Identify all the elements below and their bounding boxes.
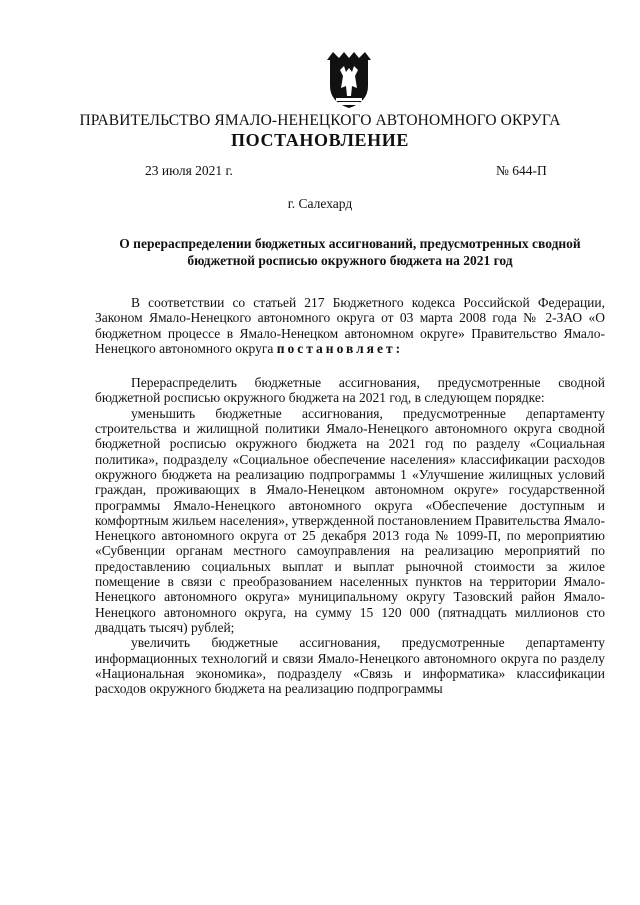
intro-text: В соответствии со статьей 217 Бюджетного кодекса Российской Федерации, Законом Ямало-Ненецкого автономного округа от 03 марта 2008 года № 2-ЗАО «О бюджетном процессе в Ямало-Ненецком автономном округе» Правительство Ямало-Ненецкого автономного округа: [95, 295, 605, 356]
government-name: ПРАВИТЕЛЬСТВО ЯМАЛО-НЕНЕЦКОГО АВТОНОМНОГО ОКРУГА: [79, 112, 561, 129]
document-subject: О перераспределении бюджетных ассигнований, предусмотренных сводной бюджетной росписью окружного бюджета на 2021 год: [119, 236, 581, 268]
paragraph-increase: увеличить бюджетные ассигнования, предусмотренные департаменту информационных технологий и связи Ямало-Ненецкого автономного округа по разделу «Национальная экономика», подразделу «Связь и информатика» классификации расходов окружного бюджета на реализацию подпрограммы: [95, 635, 605, 697]
decree-word: постановляет:: [276, 340, 404, 356]
document-body: [95, 295, 605, 696]
coat-of-arms-icon: [324, 52, 374, 110]
paragraph-main: Перераспределить бюджетные ассигнования, предусмотренные сводной бюджетной росписью окружного бюджета на 2021 год, в следующем порядке:: [95, 375, 605, 406]
document-type-title: ПОСТАНОВЛЕНИЕ: [231, 130, 409, 150]
paragraph-decrease: уменьшить бюджетные ассигнования, предусмотренные департаменту строительства и жилищной политики Ямало-Ненецкого автономного округа сводной бюджетной росписью окружного бюджета на 2021 год по разделу «Социальная политика», подразделу «Социальное обеспечение населения» классификации расходов окружного бюджета на реализацию подпрограммы 1 «Улучшение жилищных условий граждан, проживающих в Ямало-Ненецком автономном округе» государственной программы Ямало-Ненецкого автономного округа «Обеспечение доступным и комфортным жильем населения», утвержденной постановлением Правительства Ямало-Ненецкого автономного округа от 25 декабря 2013 года № 1099-П, по мероприятию «Субвенции органам местного самоуправления на реализацию мероприятий по предоставлению социальных выплат и выплат рыночной стоимости за жилое помещение в связи с преобразованием населенных пунктов на территории Ямало-Ненецкого автономного округа» муниципальному округу Тазовский район Ямало-Ненецкого автономного округа, на сумму 15 120 000 (пятнадцать миллионов сто двадцать тысяч) рублей;: [95, 405, 605, 635]
document-date: 23 июля 2021 г.: [145, 163, 233, 178]
document-city: г. Салехард: [287, 196, 353, 211]
intro-paragraph: [95, 295, 605, 356]
document-number: № 644-П: [496, 163, 547, 178]
